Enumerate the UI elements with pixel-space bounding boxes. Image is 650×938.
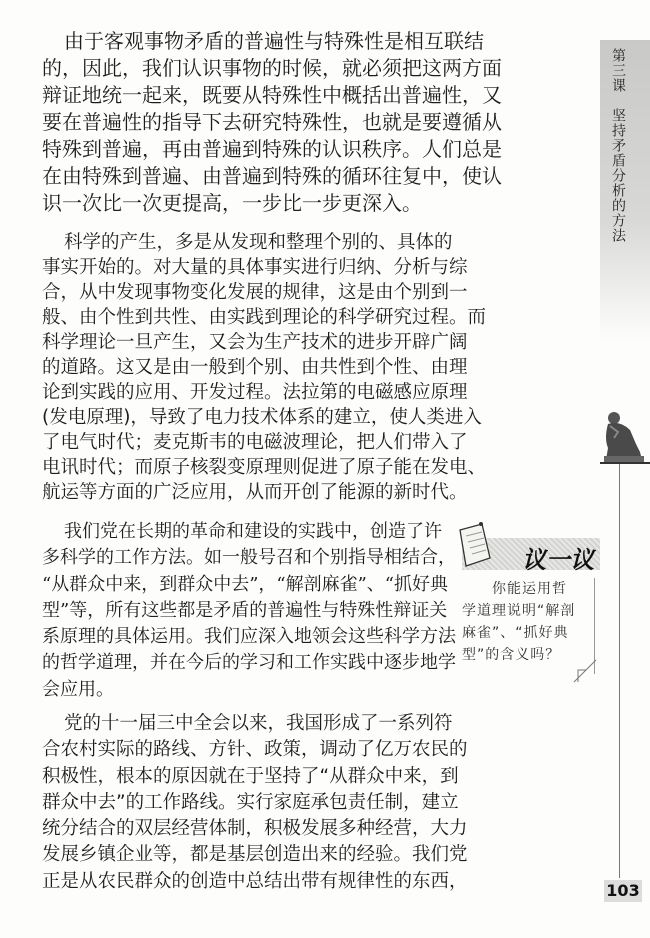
text-line: 统分结合的双层经营体制，积极发展多种经营，大力 [42,818,468,840]
discussion-line: 你能运用哲 [492,581,567,597]
chapter-title: 第三课 坚持矛盾分析的方法 [610,48,626,243]
text-line: 积极性，根本的原因就在于坚持了“从群众中来，到 [42,765,459,787]
text-line: 科学理论一旦产生，又会为生产技术的进步开辟广阔 [42,332,468,353]
discussion-line: 学道理说明“解剖 [462,603,576,619]
paragraph-3 [42,519,456,703]
text-line: 合，从中发现事物变化发展的规律，这是由个别到一 [42,282,468,303]
text-line: 正是从农民群众的创造中总结出带有规律性的东西， [42,870,468,892]
text-line: 会应用。 [42,678,114,700]
page-number: 103 [604,880,642,902]
text-line: 了电气时代；麦克斯韦的电磁波理论，把人们带入了 [42,432,468,453]
text-line: 多科学的工作方法。如一般号召和个别指导相结合， [42,547,456,569]
discussion-box [452,520,600,680]
discussion-title: 议一议 [522,545,594,574]
text-line: 系原理的具体运用。我们应深入地领会这些科学方法 [42,626,456,648]
paragraph-1 [42,28,502,217]
text-line: 论到实践的应用、开发过程。法拉第的电磁感应原理 [42,382,468,403]
text-line: 型”等，所有这些都是矛盾的普遍性与特殊性辩证关 [42,599,448,621]
text-line: 科学的产生，多是从发现和整理个别的、具体的 [64,232,453,253]
text-line: 发展乡镇企业等，都是基层创造出来的经验。我们党 [42,844,468,866]
text-line: 航运等方面的广泛应用，从而开创了能源的新时代。 [42,482,468,503]
discussion-line: 麻雀”、“抓好典 [462,625,569,641]
text-line: 事实开始的。对大量的具体事实进行归纳、分析与综 [42,257,468,278]
page-fold-icon [574,660,596,682]
text-line: 般、由个性到共性、由实践到理论的科学研究过程。而 [42,307,487,328]
text-line: 群众中去”的工作路线。实行家庭承包责任制，建立 [42,791,459,813]
text-line: (发电原理)，导致了电力技术体系的建立，使人类进入 [42,407,482,428]
text-line: “从群众中来，到群众中去”，“解剖麻雀”、“抓好典 [42,573,449,595]
text-line: 党的十一届三中全会以来，我国形成了一系列符 [64,713,453,734]
divider-horizontal [600,462,650,464]
paragraph-4 [42,711,468,895]
divider-vertical [619,464,620,878]
thinker-statue-icon [600,408,644,462]
text-line: 我们党在长期的革命和建设的实践中，创造了许 [64,521,442,542]
text-line: 的，因此，我们认识事物的时候，就必须把这两方面 [42,56,502,80]
text-line: 由于客观事物矛盾的普遍性与特殊性是相互联结 [64,29,484,53]
discussion-body [462,578,595,674]
scroll-icon [452,520,494,570]
text-line: 的哲学道理，并在今后的学习和工作实践中逐步地学 [42,652,456,674]
paragraph-2 [42,230,487,505]
text-line: 辩证地统一起来，既要从特殊性中概括出普遍性，又 [42,83,502,107]
text-line: 的道路。这又是由一般到个别、由共性到个性、由理 [42,357,468,378]
discussion-line: 型”的含义吗？ [462,647,561,663]
text-line: 电讯时代；而原子核裂变原理则促进了原子能在发电、 [42,457,487,478]
text-line: 识一次比一次更提高，一步比一步更深入。 [42,191,422,215]
text-line: 特殊到普遍，再由普遍到特殊的认识秩序。人们总是 [42,137,502,161]
text-line: 合农村实际的路线、方针、政策，调动了亿万农民的 [42,739,468,761]
text-line: 要在普遍性的指导下去研究特殊性，也就是要遵循从 [42,110,502,134]
text-line: 在由特殊到普遍、由普遍到特殊的循环往复中，使认 [42,164,502,188]
